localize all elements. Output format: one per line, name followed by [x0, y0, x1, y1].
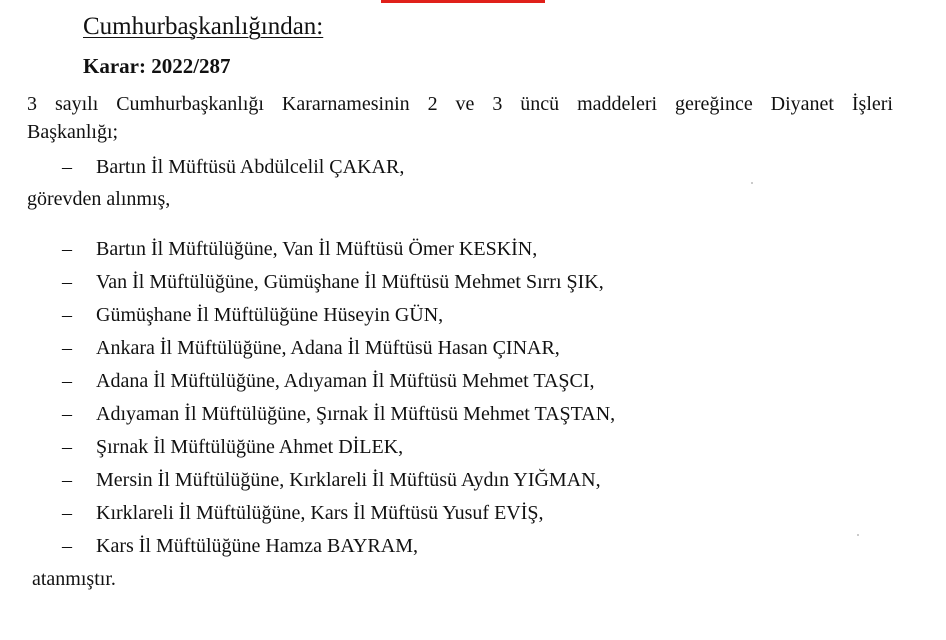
list-item-text: Şırnak İl Müftülüğüne Ahmet DİLEK,	[96, 436, 404, 458]
list-dash: –	[62, 469, 72, 491]
removed-closing: görevden alınmış,	[27, 188, 171, 210]
list-item-text: Adana İl Müftülüğüne, Adıyaman İl Müftüsü Mehmet TAŞCI,	[96, 370, 595, 392]
list-dash: –	[62, 535, 72, 557]
list-item-text: Bartın İl Müftülüğüne, Van İl Müftüsü Ömer KESKİN,	[96, 238, 538, 260]
list-item	[62, 337, 560, 360]
list-item-text: Adıyaman İl Müftülüğüne, Şırnak İl Müftüsü Mehmet TAŞTAN,	[96, 403, 616, 425]
list-dash: –	[62, 337, 72, 359]
list-dash: –	[62, 238, 72, 260]
removed-item-text: Bartın İl Müftüsü Abdülcelil ÇAKAR,	[96, 156, 405, 178]
list-dash: –	[62, 156, 72, 178]
scan-speck	[751, 182, 753, 184]
list-item-text: Mersin İl Müftülüğüne, Kırklareli İl Müftüsü Aydın YIĞMAN,	[96, 469, 601, 491]
list-item	[62, 304, 443, 327]
list-item	[62, 436, 403, 459]
red-accent-bar	[381, 0, 545, 3]
intro-line-2: Başkanlığı;	[27, 121, 119, 143]
appointments-closing: atanmıştır.	[32, 568, 116, 590]
list-item-text: Kars İl Müftülüğüne Hamza BAYRAM,	[96, 535, 419, 557]
list-dash: –	[62, 271, 72, 293]
list-dash: –	[62, 403, 72, 425]
list-item-text: Gümüşhane İl Müftülüğüne Hüseyin GÜN,	[96, 304, 444, 326]
list-item	[62, 535, 418, 558]
list-item	[62, 502, 544, 525]
decision-number: Karar: 2022/287	[83, 54, 231, 78]
list-item	[62, 238, 537, 261]
scan-speck	[857, 534, 859, 536]
list-dash: –	[62, 436, 72, 458]
intro-paragraph	[27, 90, 893, 146]
list-dash: –	[62, 304, 72, 326]
list-item	[62, 469, 601, 492]
list-item-text: Kırklareli İl Müftülüğüne, Kars İl Müftüsü Yusuf EVİŞ,	[96, 502, 544, 524]
intro-line-1: 3 sayılı Cumhurbaşkanlığı Kararnamesinin 2 ve 3 üncü maddeleri gereğince Diyanet İşleri	[27, 93, 893, 115]
list-item	[62, 403, 615, 426]
list-item-text: Ankara İl Müftülüğüne, Adana İl Müftüsü Hasan ÇINAR,	[96, 337, 560, 359]
list-item	[62, 370, 595, 393]
list-item-text: Van İl Müftülüğüne, Gümüşhane İl Müftüsü Mehmet Sırrı ŞIK,	[96, 271, 604, 293]
page-title: Cumhurbaşkanlığından:	[83, 13, 324, 40]
list-item	[62, 271, 604, 294]
removed-item	[62, 156, 404, 179]
list-dash: –	[62, 370, 72, 392]
list-dash: –	[62, 502, 72, 524]
